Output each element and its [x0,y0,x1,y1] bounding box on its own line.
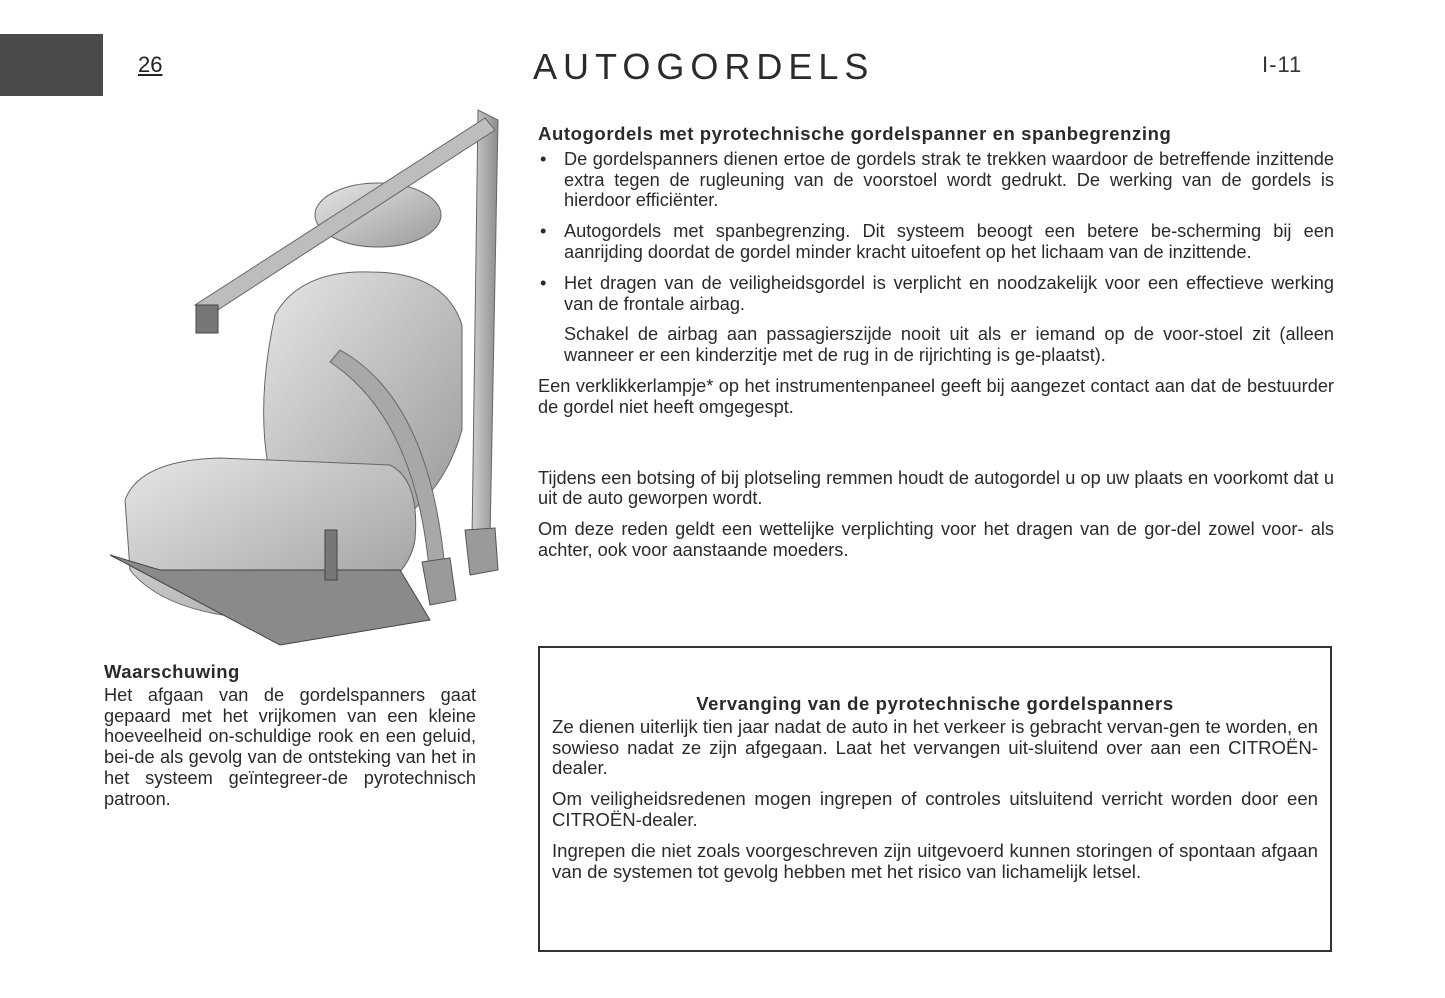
seat-illustration [100,100,520,650]
bullet-item: • De gordelspanners dienen ertoe de gordels strak te trekken waardoor de betreffende inzittende extra tegen de rugleuning van de voorstoel wordt gedrukt. De werking van de gordels is hierdoor efficiënter. [538,149,1334,211]
legal-text: Om deze reden geldt een wettelijke verplichting voor het dragen van de gor-del zowel voor- als achter, ook voor aanstaande moeders. [538,519,1334,560]
airbag-note: Schakel de airbag aan passagierszijde nooit uit als er iemand op de voor-stoel zit (alleen wanneer er een kinderzitje met de rug in de rijrichting is ge-plaatst). [564,324,1334,366]
replacement-box [538,646,1332,952]
belt-pillar [472,110,498,540]
replacement-paragraph: Om veiligheidsredenen mogen ingrepen of controles uitsluitend verricht worden door een CITROËN-dealer. [552,788,1318,830]
warning-heading: Waarschuwing [104,661,240,682]
belt-anchor-bottom [465,528,498,575]
indicator-text: Een verklikkerlampje* op het instrumentenpaneel geeft bij aangezet contact aan dat de bestuurder de gordel niet heeft omgegespt. [538,375,1334,417]
warning-section [104,662,476,810]
replacement-paragraph: Ze dienen uiterlijk tien jaar nadat de auto in het verkeer is gebracht vervan-gen te worden, en sowieso nadat ze zijn afgegaan. Laat het vervangen uit-sluitend over aan een CITROËN-dealer. [552,715,1318,779]
belt-buckle [422,558,456,605]
bullet-item: • Autogordels met spanbegrenzing. Dit systeem beoogt een betere be-scherming bij een aanrijding doordat de gordel minder kracht uitoefent op het lichaam van de inzittende. [538,221,1334,263]
bullet-list [538,149,1334,315]
section-code: I-11 [1262,52,1303,77]
section-tab [0,34,103,96]
replacement-heading: Vervanging van de pyrotechnische gordelspanners [696,693,1174,714]
buckle-tongue [196,305,218,333]
warning-text: Het afgaan van de gordelspanners gaat gepaard met het vrijkomen van een kleine hoeveelheid on-schuldige rook en een geluid, bei-de als gevolg van de ontsteking van het in het systeem geïntegreer-de pyrotechnisch patroon. [104,684,476,809]
bullet-item: • Het dragen van de veiligheidsgordel is verplicht en noodzakelijk voor een effectieve werking van de frontale airbag. [538,273,1334,315]
seat-lever [325,530,337,580]
page-title: AUTOGORDELS [533,46,875,87]
page-number: 26 [138,52,163,77]
collision-text: Tijdens een botsing of bij plotseling remmen houdt de autogordel u op uw plaats en voorkomt dat u uit de auto geworpen wordt. [538,467,1334,509]
main-heading: Autogordels met pyrotechnische gordelspanner en spanbegrenzing [538,123,1172,144]
main-text [538,124,1334,571]
replacement-paragraph: Ingrepen die niet zoals voorgeschreven zijn uitgevoerd kunnen storingen of spontaan afgaan van de systemen tot gevolg hebben met het risico van lichamelijk letsel. [552,839,1318,882]
